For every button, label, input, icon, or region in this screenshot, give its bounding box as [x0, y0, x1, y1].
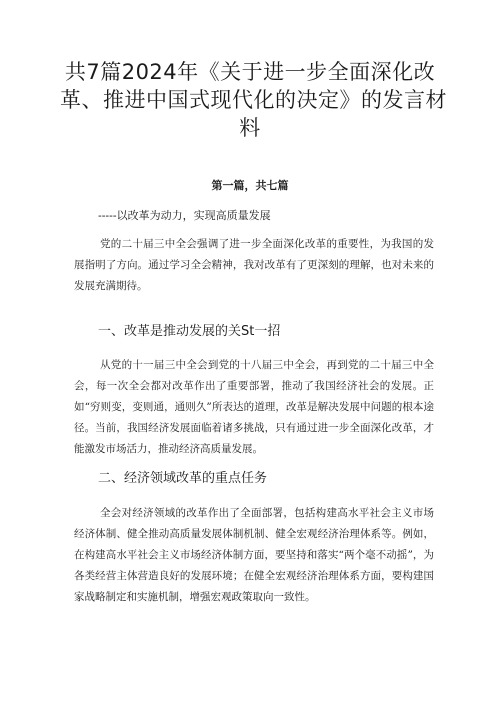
title-line-2: 革、推进中国式现代化的决定》的发言材 — [60, 88, 447, 112]
section-2-paragraph: 全会对经济领域的改革作出了全面部署，包括构建高水平社会主义市场经济体制、健全推动高质量发展体制机制、健全宏观经济治理体系等。例如，在构建高水平社会主义市场经济体制方面，要坚持和落实“两个毫不动摇”，为各类经营主体营造良好的发展环境；在健全宏观经济治理体系方面，要构建国家战略制定和实施机制，增强宏观政策取向一致性。 — [74, 507, 434, 603]
section-1-heading: 一、改革是推动发展的关St一招 — [98, 324, 281, 339]
section-1-paragraph: 从党的十一届三中全会到党的十八届三中全会，再到党的二十届三中全会，每一次全会都对改革作出了重要部署，推动了我国经济社会的发展。正如“穷则变，变则通，通则久”所表达的道理，改革是解决发展中问题的根本途径。当前，我国经济发展面临着诸多挑战，只有通过进一步全面深化改革，才能激发市场活力，推动经济高质量发展。 — [74, 359, 434, 455]
document-title — [60, 58, 447, 142]
chapter-label: 第一篇，共七篇 — [211, 179, 289, 192]
intro-paragraph: 党的二十届三中全会强调了进一步全面深化改革的重要性，为我国的发展指明了方向。通过学习全会精神，我对改革有了更深刻的理解，也对未来的发展充满期待。 — [74, 238, 434, 292]
title-line-3: 料 — [239, 116, 261, 140]
title-line-1: 共7篇2024年《关于进一步全面深化改 — [64, 60, 436, 84]
subtitle: -----以改革为动力，实现高质量发展 — [98, 209, 271, 222]
section-2-heading: 二、经济领域改革的重点任务 — [98, 471, 268, 486]
